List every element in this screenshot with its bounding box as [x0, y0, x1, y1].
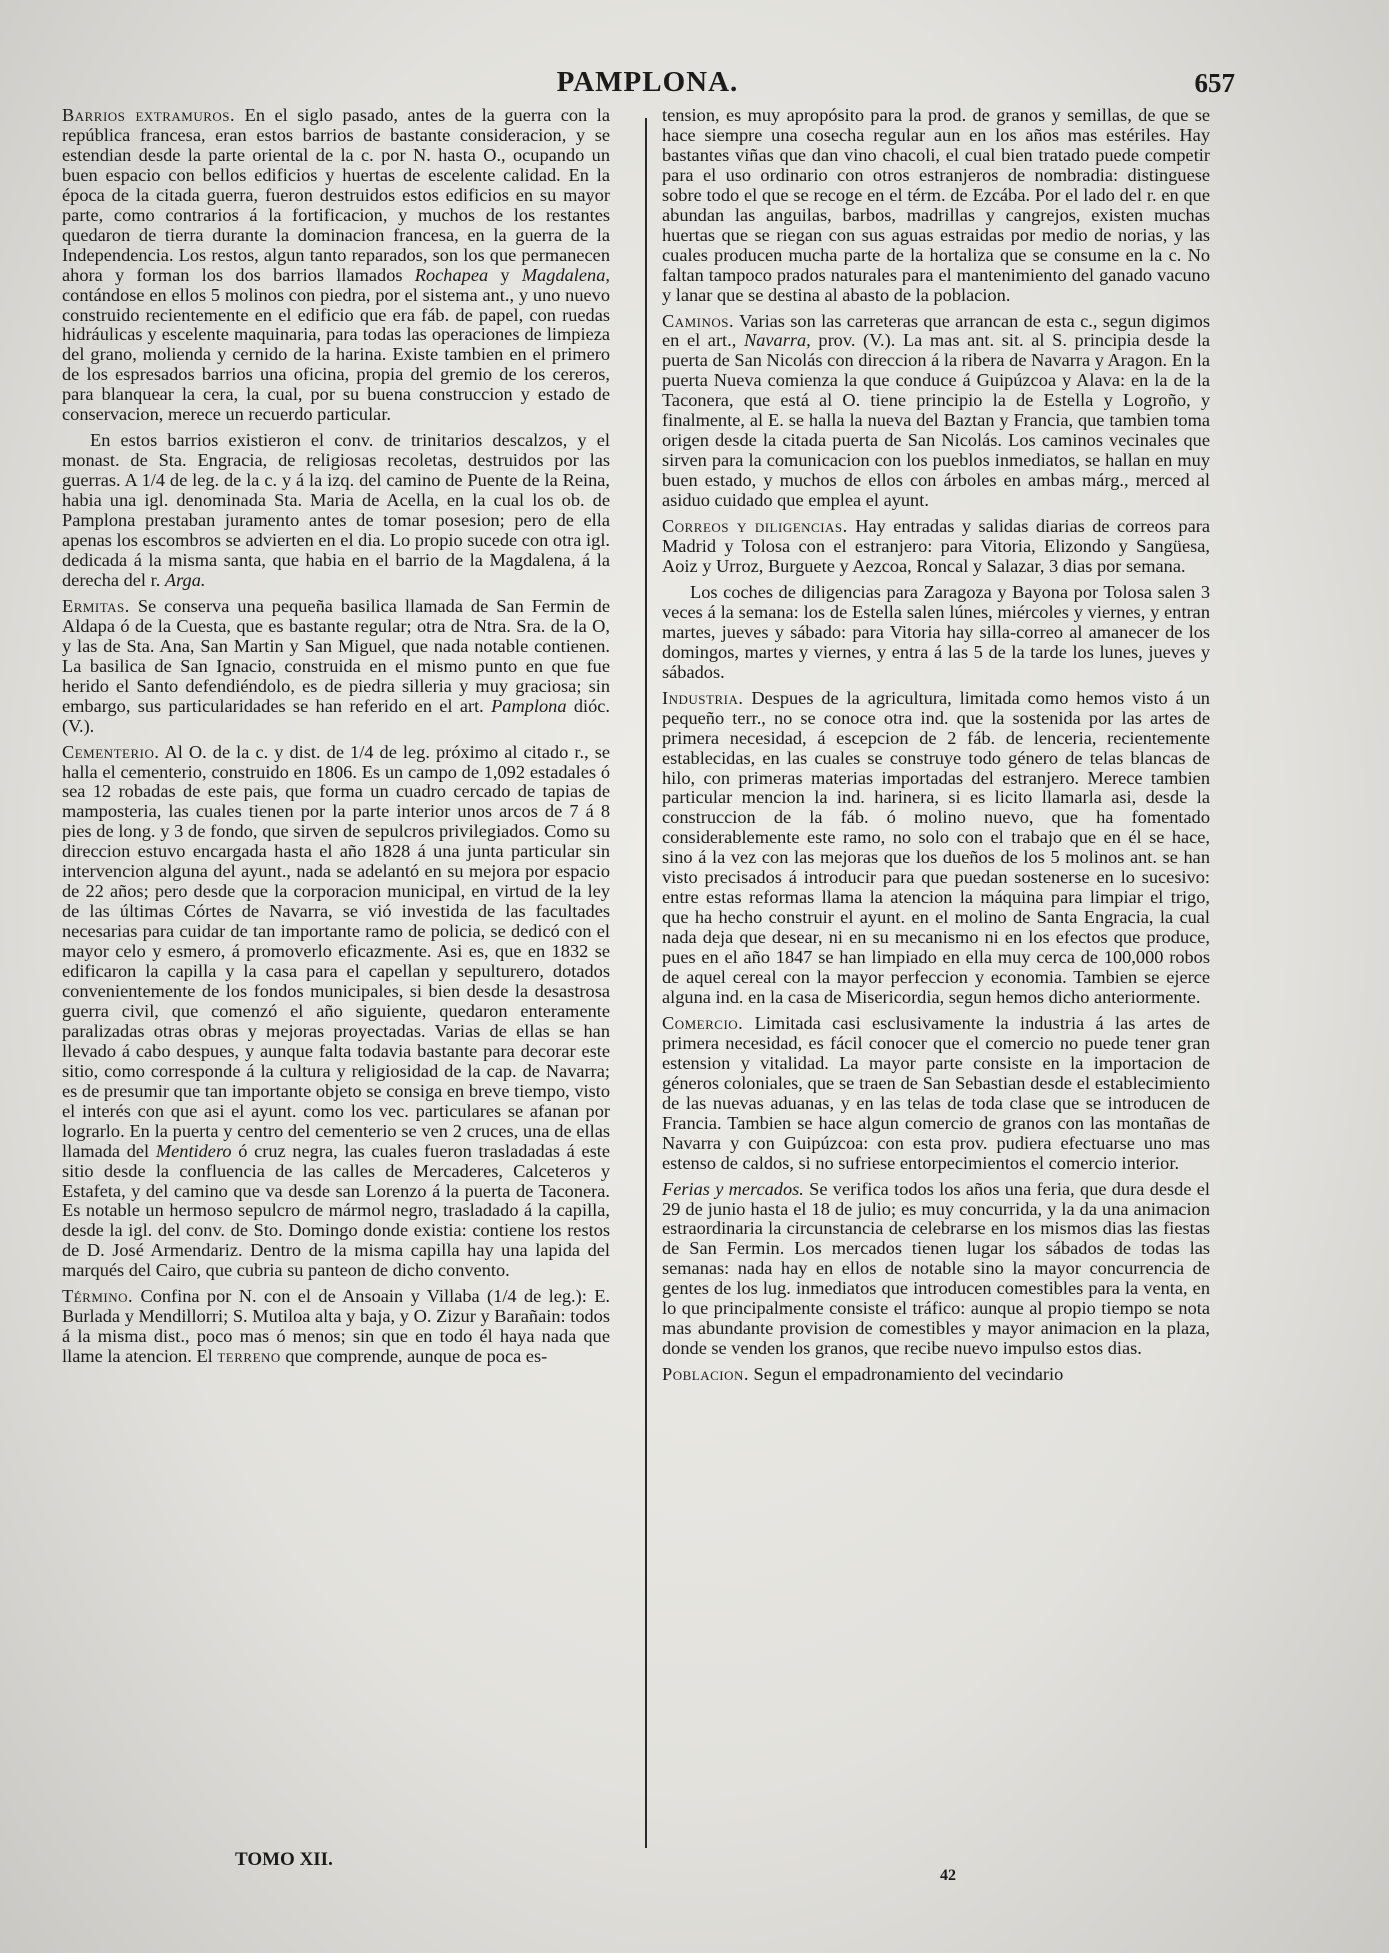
comercio-text: Limitada casi esclusivamente la industria á las artes de primera necesidad, es fácil conocer que el comercio no puede tener gran estension y vitalidad. La mayor parte consiste en la importacion de géneros coloniales, que se traen de San Sebastian desde el establecimiento de las nuevas aduanas, y en las telas de toda clase que se introducen de Francia. Tambien se hace algun comercio de granos con las montañas de Navarra y con Guipúzcoa: con esta prov. pudiera efectuarse uno mas estenso de caldos, si no sufriese entorpecimientos el comercio interior.	[662, 1012, 1210, 1173]
ermitas-text: Se conserva una pequeña basilica llamada de San Fermin de Aldapa ó de la Cuesta, que es bastante regular; otra de Ntra. Sra. de la O, y las de Sta. Ana, San Martin y San Miguel, que nada notable contienen. La basilica de San Ignacio, construida en el mismo punto en que fue herido el Santo defendiéndolo, es de piedra silleria y muy graciosa; sin embargo, sus particularidades se han referido en el art.	[62, 595, 610, 716]
rochapea-name: Rochapea	[414, 264, 489, 285]
ermitas-paragraph	[62, 597, 610, 737]
industria-heading: Industria.	[662, 687, 744, 708]
page-header	[60, 66, 1235, 106]
termino-end: que comprende, aunque de poca es-	[285, 1346, 548, 1367]
convent-paragraph	[62, 431, 610, 591]
comercio-paragraph	[662, 1014, 1210, 1174]
poblacion-heading: Poblacion.	[662, 1364, 749, 1385]
caminos-paragraph	[662, 312, 1210, 512]
page-number: 657	[1194, 68, 1235, 98]
termino-heading: Término.	[62, 1286, 134, 1307]
ferias-heading: Ferias y mercados.	[662, 1178, 804, 1199]
comercio-heading: Comercio.	[662, 1012, 744, 1033]
poblacion-paragraph	[662, 1365, 1210, 1385]
signature-mark: 42	[940, 1867, 956, 1884]
correos-heading: Correos y diligencias.	[662, 516, 848, 537]
magdalena-name: Magdalena,	[521, 264, 610, 285]
barrios-text-continued: contándose en ellos 5 molinos con piedra, por el sistema ant., y uno nuevo construido recientemente en el edificio que era fáb. de papel, con ruedas hidráulicas y escelente maquinaria, para todas las operaciones de limpieza del grano, molienda y cernido de la harina. Existe tambien en el primero de los espresados barrios una oficina, propia del gremio de los cereros, para blanquear la cera, la cual, por su buena construccion y estado de conservacion, merece un recuerdo particular.	[62, 284, 610, 425]
pamplona-reference: Pamplona	[491, 695, 567, 716]
cementerio-text: Al O. de la c. y dist. de 1/4 de leg. próximo al citado r., se halla el cementerio, construido en 1806. Es un campo de 1,092 estadales ó sea 12 robadas de este pais, que forma un cuadro cercado de tapias de mamposteria, las cuales tienen por la parte interior unos arcos de 7 á 8 pies de long. y 3 de fondo, que sirven de sepulcros privilegiados. Como su direccion estuvo encargada hasta el año 1828 á una junta particular sin intervencion alguna del ayunt., nada se adelantó en su mejora por espacio de 22 años; pero desde que la corporacion municipal, en virtud de la ley de las últimas Córtes de Navarra, se vió investida de las facultades necesarias para cuidar de tan importante ramo de policia, se dedicó con el mayor celo y esmero, á promoverlo eficazmente. Asi es, que en 1832 se edificaron la capilla y la casa para el capellan y sepulturero, dotados convenientemente de los fondos municipales, si bien desde la desastrosa guerra civil, que comenzó el año siguiente, quedaron enteramente paralizadas otras obras y mejoras proyectadas. Varias de ellas se han llevado á cabo despues, y aunque falta todavia bastante para decorar este sitio, como corresponde á la cultura y religiosidad de la cap. de Navarra; es de presumir que tan importante objeto se consiga en breve tiempo, visto el interés con que asi el ayunt. como los vec. particulares se afanan por lograrlo. En la puerta y centro del cementerio se ven 2 cruces, una de ellas llamada del	[62, 741, 611, 1161]
ermitas-heading: Ermitas.	[62, 595, 130, 616]
caminos-text: Varias son las carreteras que arrancan de esta c., segun digimos en el art.,	[662, 310, 1210, 351]
barrios-heading: Barrios extramuros.	[62, 105, 236, 125]
barrios-paragraph	[62, 106, 610, 425]
coches-paragraph	[662, 583, 1210, 683]
volume-label: TOMO XII.	[235, 1849, 333, 1870]
arga-name: Arga.	[164, 569, 206, 590]
industria-paragraph	[662, 689, 1210, 1008]
cementerio-paragraph	[62, 743, 610, 1282]
correos-text: Hay entradas y salidas diarias de correos para Madrid y Tolosa con el estranjero: para Vitoria, Elizondo y Sangüesa, Aoiz y Urroz, Burguete y Aezcoa, Roncal y Salazar, 3 dias por semana.	[662, 516, 1210, 576]
convent-text: En estos barrios existieron el conv. de trinitarios descalzos, y el monast. de Sta. Engracia, de religiosas recoletas, destruidos por las guerras. A 1/4 de leg. de la c. y á la izq. del camino de Puente de la Reina, habia una igl. denominada Sta. Maria de Acella, en la cual los ob. de Pamplona prestaban juramento antes de tomar posesion; pero de ella apenas los escombros se advierten en el dia. Lo propio sucede con otra igl. dedicada á la misma santa, que habia en el barrio de la Magdalena, á la derecha del r.	[62, 430, 610, 590]
cementerio-text-continued: ó cruz negra, las cuales fueron trasladadas á este sitio desde la confluencia de las calles de Mercaderes, Calceteros y Estafeta, y del camino que va desde san Lorenzo á la puerta de Taconera. Es notable un hermoso sepulcro de mármol negro, trasladado á la capilla, desde la igl. del conv. de Sto. Domingo donde existia: contiene los restos de D. José Armendariz. Dentro de la misma capilla hay una lapida del marqués del Cairo, que cubria su panteon de dicho convento.	[62, 1140, 610, 1281]
right-column	[662, 106, 1210, 1391]
poblacion-text: Segun el empadronamiento del vecindario	[753, 1364, 1064, 1385]
correos-paragraph	[662, 517, 1210, 577]
terreno-heading: terreno	[217, 1346, 281, 1367]
ferias-paragraph	[662, 1180, 1210, 1360]
conjunction-y: y	[500, 264, 510, 285]
termino-text: Confina por N. con el de Ansoain y Villaba (1/4 de leg.): E. Burlada y Mendillorri; S. Mutiloa alta y baja, y O. Zizur y Barañain: todos á la misma dist., poco mas ó menos; sin que en todo él haya nada que llame la atencion. El	[62, 1286, 610, 1367]
column-divider	[645, 118, 647, 1848]
page-footer	[60, 1849, 1235, 1884]
industria-text: Despues de la agricultura, limitada como hemos visto á un pequeño terr., no se conoce otra ind. que la sostenida por las artes de primera necesidad, á escepcion de 2 fáb. de lenceria, recientemente establecidas, en las cuales se construye todo género de telas blancas de hilo, con primeras materias importadas del estranjero. Merece tambien particular mencion la ind. harinera, si es licito llamarla asi, desde la construccion de la fáb. ó molino nuevo, que ha fomentado considerablemente este ramo, no solo con el trabajo que en él se hace, sino á la vez con las mejoras que los dueños de los 5 molinos ant. se han visto precisados á introducir para que puedan sostenerse en lo sucesivo: entre estas reformas llama la atencion la máquina para limpiar el trigo, que ha hecho construir el ayunt. en el molino de Santa Engracia, la cual nada deja que desear, ni en su mecanismo ni en los efectos que produce, pues en el año 1847 se han limpiado en ella muy cerca de 100,000 robos de aquel cereal con la mayor perfeccion y economia. Tambien se ejerce alguna ind. en la casa de Misericordia, segun hemos dicho anteriormente.	[662, 687, 1210, 1007]
caminos-text-continued: prov. (V.). La mas ant. sit. al S. principia desde la puerta de San Nicolás con direccion á la ribera de Navarra y Aragon. En la puerta Nueva comienza la que conduce á Guipúzcoa y Alava: en la de la Taconera, que está al O. tiene principio la de Estella y Logroño, y finalmente, al E. se halla la nueva del Baztan y Francia, que tambien toma origen desde la citada puerta de San Nicolás. Los caminos vecinales que sirven para la comunicacion con los pueblos inmediatos, se hallan en muy buen estado, y muchos de ellos con árboles en ambas márg., merced al asiduo cuidado que emplea el ayunt.	[662, 330, 1211, 511]
continuation-text: tension, es muy apropósito para la prod. de granos y semillas, de que se hace siempre una cosecha regular aun en los años mas estériles. Hay bastantes viñas que dan vino chacoli, el cual bien tratado puede competir para el uso ordinario con otros estranjeros de nombradia: distinguese sobre todo el que se recoge en el térm. de Ezcába. Por el lado del r. en que abundan las anguilas, barbos, madrillas y cangrejos, existen muchas huertas que se riegan con sus aguas estraidas por medio de norias, y las cuales producen mucha parte de la hortaliza que se consume en la c. No faltan tampoco prados naturales para el mantenimiento del ganado vacuno y lanar que se destina al abasto de la poblacion.	[662, 105, 1210, 305]
barrios-text: En el siglo pasado, antes de la guerra con la república francesa, eran estos barrios de bastante consideracion, y se estendian desde la parte oriental de la c. por N. hasta O., ocupando un buen espacio con bellos edificios y huertas de escelente calidad. En la época de la citada guerra, fueron destruidos estos edificios en su mayor parte, como contrarios á la fortificacion, y muchos de los restantes quedaron de tierra durante la dominacion francesa, en la guerra de la Independencia. Los restos, algun tanto reparados, son los que permanecen ahora y forman los dos barrios llamados	[62, 105, 610, 285]
cementerio-heading: Cementerio.	[62, 741, 160, 762]
ermitas-end: dióc. (V.).	[62, 695, 610, 736]
left-column	[62, 106, 610, 1373]
termino-paragraph	[62, 1287, 610, 1367]
navarra-reference: Navarra,	[743, 330, 811, 351]
page-title: PAMPLONA.	[556, 66, 739, 98]
continuation-paragraph	[662, 106, 1210, 306]
caminos-heading: Caminos.	[662, 310, 735, 331]
ferias-text: Se verifica todos los años una feria, que dura desde el 29 de junio hasta el 18 de julio; es muy concurrida, y la da una animacion estraordinaria la circunstancia de celebrarse en los mismos dias las fiestas de San Fermin. Los mercados tienen lugar los sábados de todas las semanas: nada hay en ellos de notable sino la mayor concurrencia de gentes de los lug. inmediatos que introducen comestibles para la venta, en lo que principalmente consiste el tráfico: aunque al propio tiempo se nota mas abundante provision de comestibles y mayor animacion en la plaza, donde se venden los granos, que recibe nuevo impulso estos dias.	[662, 1178, 1210, 1359]
coches-text: Los coches de diligencias para Zaragoza y Bayona por Tolosa salen 3 veces á la semana: los de Estella salen lúnes, miércoles y viernes, y entran martes, jueves y sábado: para Vitoria hay silla-correo al amanecer de los domingos, martes y viernes, y entra á las 5 de la tarde los lunes, jueves y sábados.	[662, 581, 1210, 682]
mentidero-name: Mentidero	[155, 1140, 232, 1161]
